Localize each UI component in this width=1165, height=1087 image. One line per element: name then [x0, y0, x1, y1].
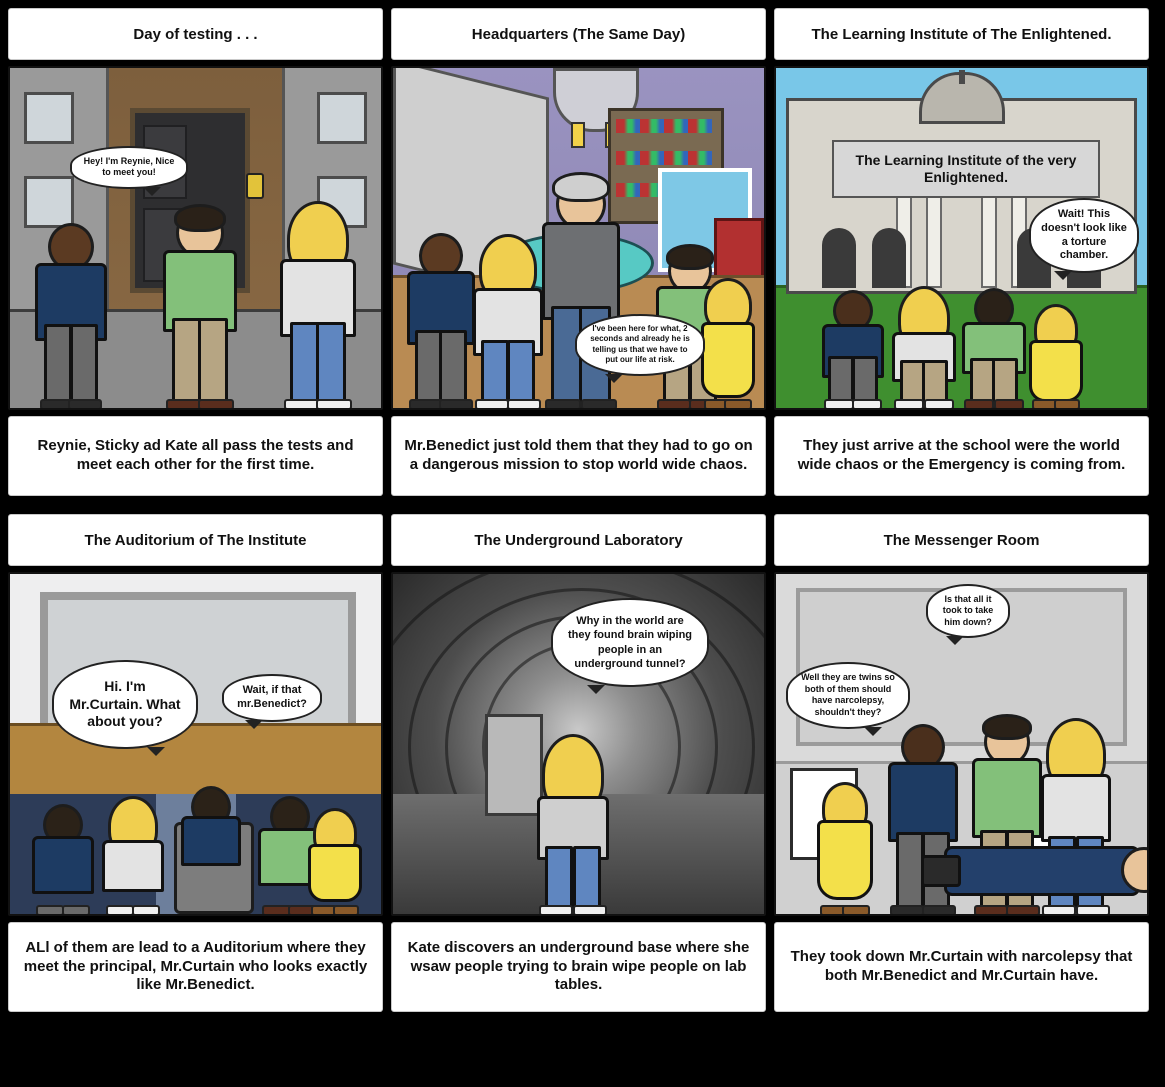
- books: [616, 119, 712, 133]
- panel-title: The Messenger Room: [774, 514, 1149, 566]
- hair: [552, 172, 610, 202]
- speech-bubble: I've been here for what, 2 seconds and already he is telling us that we have to put our life at risk.: [575, 314, 705, 376]
- character-kate: [278, 203, 358, 408]
- archway: [822, 228, 856, 288]
- torso: [1041, 774, 1111, 842]
- shoe: [68, 399, 102, 410]
- doorbell-icon: [246, 173, 264, 199]
- shoe: [1042, 905, 1076, 916]
- dress: [701, 322, 755, 398]
- institute-sign: The Learning Institute of the very Enlightened.: [832, 140, 1100, 198]
- shoe: [924, 399, 954, 410]
- storyboard-panel-2[interactable]: [391, 8, 766, 496]
- character-constance: [1028, 304, 1084, 408]
- shoe: [1076, 905, 1110, 916]
- leg: [439, 330, 467, 408]
- speech-bubble: Wait, if that mr.Benedict?: [222, 674, 322, 722]
- torso: [32, 836, 94, 894]
- character-in-wheelchair: [168, 786, 254, 914]
- character-kate: [471, 236, 545, 408]
- panel-scene-underground-laboratory: [391, 572, 766, 916]
- leg: [44, 324, 72, 408]
- panel-title: The Underground Laboratory: [391, 514, 766, 566]
- shoe: [1006, 905, 1040, 916]
- character-sticky: [407, 233, 475, 408]
- hair: [666, 244, 714, 270]
- speech-bubble: Hey! I'm Reynie, Nice to meet you!: [70, 146, 188, 189]
- storyboard-row-2: [8, 514, 1157, 1012]
- panel-scene-headquarters: [391, 66, 766, 410]
- window-icon: [24, 176, 74, 228]
- character-sticky: [822, 290, 884, 408]
- shoe: [409, 399, 443, 410]
- panel-caption: Mr.Benedict just told them that they had to go on a dangerous mission to stop world wide chaos.: [391, 416, 766, 496]
- storyboard-panel-6[interactable]: [774, 514, 1149, 1012]
- dress: [817, 820, 873, 900]
- shoe: [852, 399, 882, 410]
- dress: [1029, 340, 1083, 402]
- shoe: [581, 399, 617, 410]
- character-sticky: [34, 223, 108, 408]
- hair: [174, 204, 226, 232]
- shoe: [894, 399, 924, 410]
- shoe: [198, 399, 234, 410]
- character-kate: [102, 796, 164, 914]
- character-reynie: [962, 288, 1026, 408]
- leg: [481, 340, 509, 408]
- leg: [198, 318, 228, 408]
- shoe: [333, 905, 359, 916]
- speech-bubble: Wait! This doesn't look like a torture chamber.: [1029, 198, 1139, 273]
- character-constance: [816, 782, 874, 914]
- leg: [507, 340, 535, 408]
- shoe: [106, 905, 134, 916]
- shoe: [657, 399, 691, 410]
- speech-bubble: Hi. I'm Mr.Curtain. What about you?: [52, 660, 198, 749]
- dress: [308, 844, 362, 902]
- candle-icon: [571, 122, 585, 148]
- shoe: [284, 399, 320, 410]
- character-constance: [700, 278, 756, 408]
- storyboard-panel-1[interactable]: [8, 8, 383, 496]
- leg: [70, 324, 98, 408]
- shoe: [507, 399, 541, 410]
- panel-caption: They took down Mr.Curtain with narcolepsy that both Mr.Benedict and Mr.Curtain have.: [774, 922, 1149, 1012]
- leg: [316, 322, 346, 408]
- shoe: [824, 399, 854, 410]
- character-sticky: [32, 804, 94, 914]
- panel-title: The Learning Institute of The Enlightened.: [774, 8, 1149, 60]
- character-kate: [892, 286, 956, 408]
- archway: [872, 228, 906, 288]
- panel-caption: Reynie, Sticky ad Kate all pass the tests and meet each other for the first time.: [8, 416, 383, 496]
- shoe: [545, 399, 581, 410]
- shoe: [166, 399, 202, 410]
- torso: [888, 762, 958, 842]
- panel-caption: ALl of them are lead to a Auditorium where they meet the principal, Mr.Curtain who looks exactly like Mr.Benedict.: [8, 922, 383, 1012]
- character-constance: [307, 808, 363, 914]
- panel-caption: Kate discovers an underground base where she wsaw people trying to brain wipe people on lab tables.: [391, 922, 766, 1012]
- speech-bubble: Why in the world are they found brain wiping people in an underground tunnel?: [551, 598, 709, 687]
- storyboard-panel-3[interactable]: [774, 8, 1149, 496]
- window-icon: [317, 92, 367, 144]
- shoe: [475, 399, 509, 410]
- speech-bubble: Is that all it took to take him down?: [926, 584, 1010, 638]
- storyboard-panel-4[interactable]: [8, 514, 383, 1012]
- leg: [896, 832, 924, 914]
- leg: [573, 846, 601, 914]
- panel-title: Headquarters (The Same Day): [391, 8, 766, 60]
- panel-scene-day-of-testing: [8, 66, 383, 410]
- spire: [959, 70, 965, 84]
- shoe: [1054, 399, 1080, 410]
- leg: [545, 846, 573, 914]
- shoe: [573, 905, 607, 916]
- shoe: [974, 905, 1008, 916]
- shoe: [36, 905, 64, 916]
- shoe: [439, 399, 473, 410]
- shoe: [539, 905, 573, 916]
- head: [1121, 847, 1149, 893]
- storyboard-row-1: [8, 8, 1157, 496]
- shoe: [964, 399, 994, 410]
- window-icon: [24, 92, 74, 144]
- panel-title: Day of testing . . .: [8, 8, 383, 60]
- torso: [102, 840, 164, 892]
- shoe: [890, 905, 924, 916]
- shoe: [921, 855, 961, 887]
- shoe: [132, 905, 160, 916]
- panel-scene-auditorium: [8, 572, 383, 916]
- hair: [982, 714, 1032, 740]
- character-reynie: [162, 208, 238, 408]
- character-kate: [535, 734, 611, 914]
- shoe: [724, 399, 752, 410]
- character-mr-curtain-fallen: [944, 846, 1140, 896]
- panel-scene-institute: [774, 66, 1149, 410]
- torso: [972, 758, 1042, 838]
- panel-caption: They just arrive at the school were the world wide chaos or the Emergency is coming from.: [774, 416, 1149, 496]
- panel-scene-messenger-room: [774, 572, 1149, 916]
- shoe: [922, 905, 956, 916]
- shoe: [842, 905, 870, 916]
- shoe: [994, 399, 1024, 410]
- shoe: [62, 905, 90, 916]
- panel-title: The Auditorium of The Institute: [8, 514, 383, 566]
- shoe: [316, 399, 352, 410]
- torso: [181, 816, 241, 866]
- books: [616, 151, 712, 165]
- storyboard-panel-5[interactable]: [391, 514, 766, 1012]
- speech-bubble: Well they are twins so both of them should have narcolepsy, shouldn't they?: [786, 662, 910, 729]
